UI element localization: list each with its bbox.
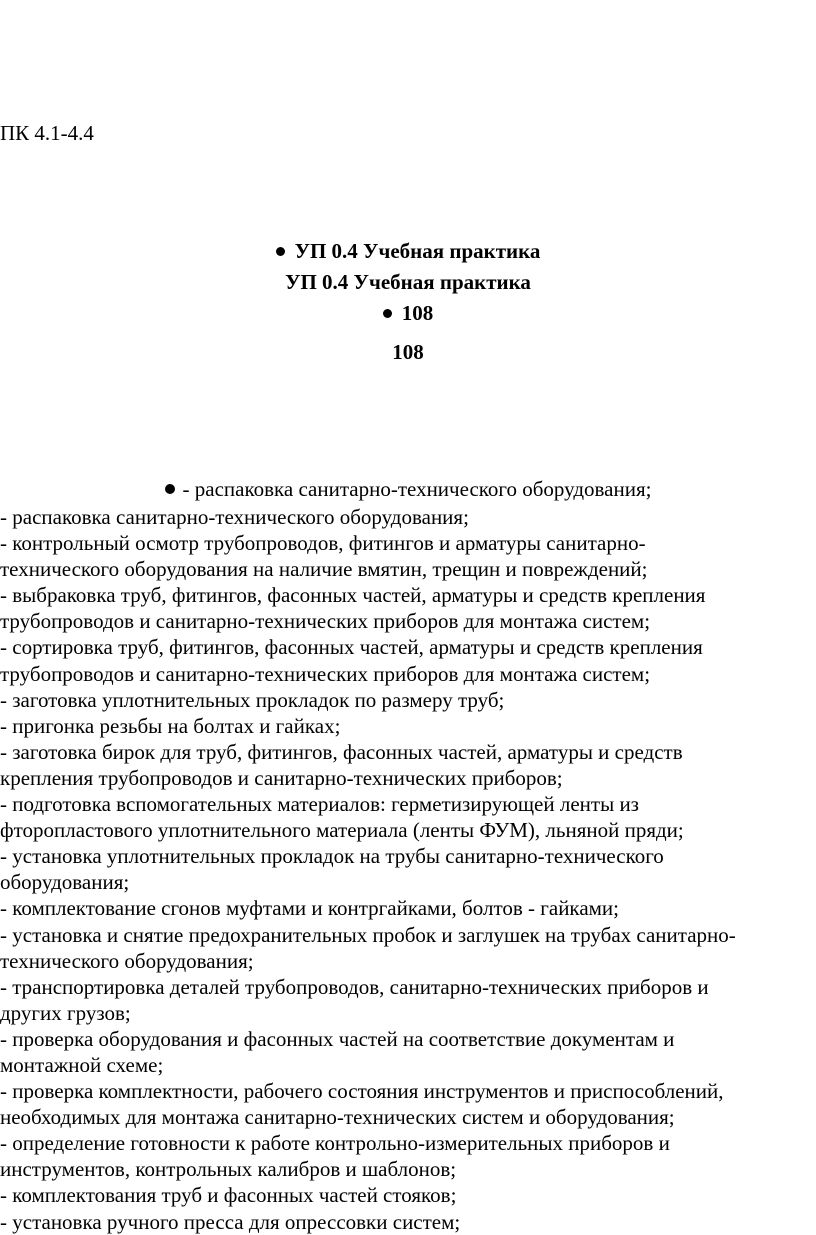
- task-item-line: трубопроводов и санитарно-технических приборов для монтажа систем;: [0, 661, 651, 686]
- task-item-line: - определение готовности к работе контрольно-измерительных приборов и: [0, 1131, 670, 1156]
- practice-title: УП 0.4 Учебная практика: [285, 270, 531, 294]
- practice-hours: 108: [392, 340, 424, 364]
- task-item-line: необходимых для монтажа санитарно-технических систем и оборудования;: [0, 1105, 675, 1130]
- task-item-line: - установка ручного пресса для опрессовки систем;: [0, 1209, 461, 1234]
- task-item-line: - сортировка труб, фитингов, фасонных частей, арматуры и средств крепления: [0, 635, 703, 660]
- task-item-line: - пригонка резьбы на болтах и гайках;: [0, 713, 341, 738]
- task-item: [0, 530, 816, 582]
- task-item: [0, 504, 816, 530]
- task-item-line: - установка и снятие предохранительных пробок и заглушек на трубах санитарно-: [0, 922, 736, 947]
- task-item: [0, 791, 816, 843]
- task-item-line: - заготовка уплотнительных прокладок по размеру труб;: [0, 687, 505, 712]
- practice-bullet-title-line: [0, 236, 816, 267]
- competency-code: ПК 4.1-4.4: [0, 121, 94, 145]
- task-item: [0, 1078, 816, 1130]
- task-item-line: монтажной схеме;: [0, 1052, 164, 1077]
- task-item-line: крепления трубопроводов и санитарно-технических приборов;: [0, 765, 563, 790]
- task-item: [0, 713, 816, 739]
- task-item-line: - выбраковка труб, фитингов, фасонных частей, арматуры и средств крепления: [0, 583, 706, 608]
- bullet-icon: [276, 247, 285, 256]
- practice-block: [0, 236, 816, 368]
- task-item-line: - подготовка вспомогательных материалов: герметизирующей ленты из: [0, 792, 639, 817]
- task-item-line: - контрольный осмотр трубопроводов, фитингов и арматуры санитарно-: [0, 531, 646, 556]
- tasks-bullet-line: [0, 476, 816, 502]
- task-item-line: трубопроводов и санитарно-технических приборов для монтажа систем;: [0, 609, 651, 634]
- bullet-icon: [165, 484, 175, 494]
- bullet-icon: [383, 309, 392, 318]
- task-item-line: технического оборудования;: [0, 948, 254, 973]
- task-item-line: оборудования;: [0, 870, 130, 895]
- task-item-line: - комплектование сгонов муфтами и контргайками, болтов - гайками;: [0, 896, 619, 921]
- task-item-line: - транспортировка деталей трубопроводов, санитарно-технических приборов и: [0, 974, 709, 999]
- task-item: [0, 1130, 816, 1182]
- task-item: [0, 687, 816, 713]
- task-item-line: других грузов;: [0, 1000, 131, 1025]
- practice-bullet-hours: 108: [401, 301, 434, 325]
- task-item-line: - заготовка бирок для труб, фитингов, фасонных частей, арматуры и средств: [0, 739, 683, 764]
- task-list: [0, 504, 816, 1235]
- practice-bullet-hours-line: [0, 298, 816, 329]
- task-item: [0, 1182, 816, 1208]
- task-item: [0, 974, 816, 1026]
- task-item-line: - установка уплотнительных прокладок на трубы санитарно-технического: [0, 844, 664, 869]
- task-item: [0, 582, 816, 634]
- task-item: [0, 843, 816, 895]
- task-item: [0, 739, 816, 791]
- task-item: [0, 922, 816, 974]
- task-item-line: - проверка оборудования и фасонных частей на соответствие документам и: [0, 1026, 675, 1051]
- task-item: [0, 895, 816, 921]
- task-item-line: - комплектования труб и фасонных частей стояков;: [0, 1183, 457, 1208]
- task-item-line: - распаковка санитарно-технического оборудования;: [0, 505, 469, 529]
- practice-bullet-title: УП 0.4 Учебная практика: [294, 239, 541, 263]
- task-item-line: фторопластового уплотнительного материала (ленты ФУМ), льняной пряди;: [0, 818, 684, 843]
- task-item-line: технического оборудования на наличие вмятин, трещин и повреждений;: [0, 557, 648, 582]
- task-item: [0, 1026, 816, 1078]
- task-item-line: инструментов, контрольных калибров и шаблонов;: [0, 1157, 457, 1182]
- task-item: [0, 1209, 816, 1235]
- tasks-bullet-first: - распаковка санитарно-технического оборудования;: [182, 477, 652, 501]
- task-item-line: - проверка комплектности, рабочего состояния инструментов и приспособлений,: [0, 1079, 724, 1104]
- task-item: [0, 634, 816, 686]
